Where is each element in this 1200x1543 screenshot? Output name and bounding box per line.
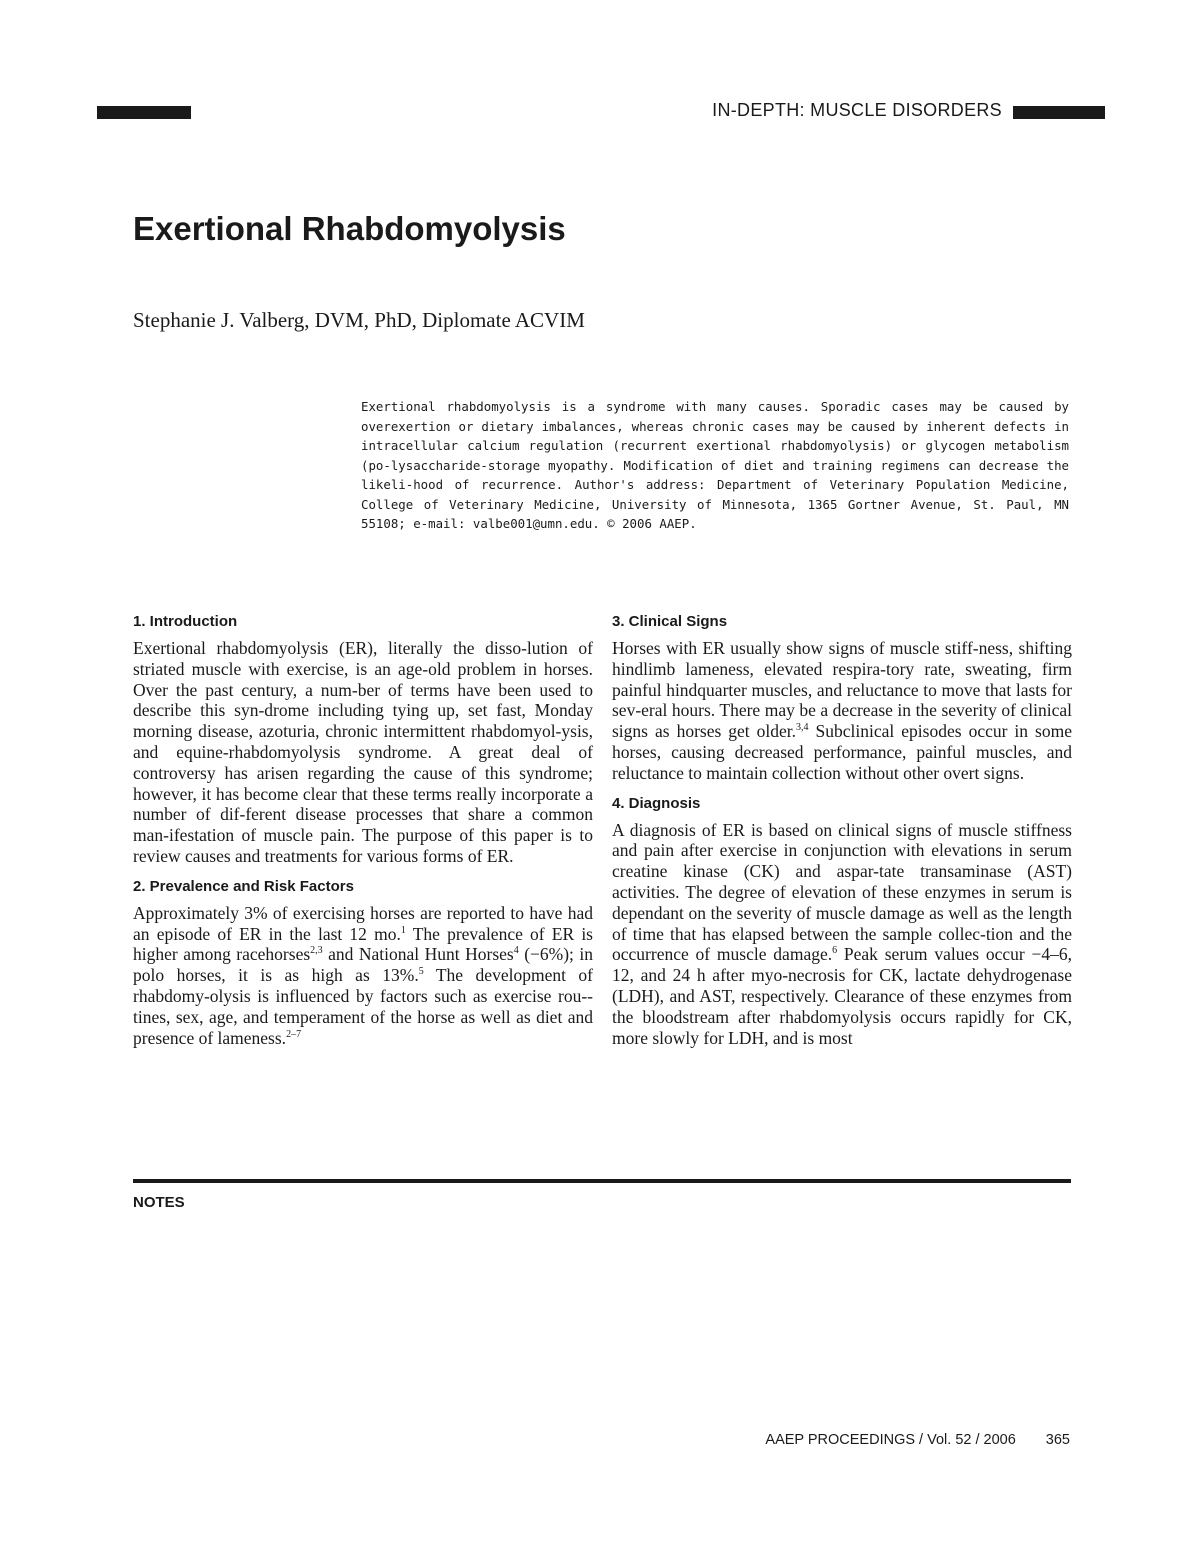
abstract: Exertional rhabdomyolysis is a syndrome with many causes. Sporadic cases may be caused by overexertion or dietary imbalances, whereas chronic cases may be caused by inherent defects in intracellular calcium regulation (recurrent exertional rhabdomyolysis) or glycogen metabolism (po-lysaccharide-storage myopathy. Modification of diet and training regimens can decrease the likeli-hood of recurrence. Author's address: Department of Veterinary Population Medicine, College of Veterinary Medicine, University of Minnesota, 1365 Gortner Avenue, St. Paul, MN 55108; e-mail: valbe001@umn.edu. © 2006 AAEP.	[361, 399, 1069, 531]
page-footer	[600, 1432, 1070, 1448]
reference-marker: 4	[513, 945, 519, 957]
author-line: Stephanie J. Valberg, DVM, PhD, Diplomate ACVIM	[133, 308, 585, 332]
page-number: 365	[1045, 1432, 1070, 1448]
reference-marker: 6	[832, 945, 838, 957]
running-head: IN-DEPTH: MUSCLE DISORDERS	[712, 100, 1002, 120]
reference-marker: 2,3	[310, 945, 323, 957]
section-heading-introduction: 1. Introduction	[133, 613, 238, 630]
reference-marker: 3,4	[796, 722, 809, 734]
notes-divider	[133, 1179, 1071, 1183]
reference-marker: 1	[400, 924, 406, 936]
right-column	[612, 612, 1072, 1058]
journal-citation: AAEP PROCEEDINGS / Vol. 52 / 2006	[765, 1432, 1016, 1448]
diagnosis-paragraph: A diagnosis of ER is based on clinical signs of muscle stiffness and pain after exercise in conjunction with elevations in serum creatine kinase (CK) and aspar-tate transaminase (AST) activities. The degree of elevation of these enzymes in serum is dependant on the severity of muscle damage as well as the length of time that has elapsed between the sample collec-tion and the occurrence of muscle damage.$^6$ Peak serum values occur −4–6, 12, and 24 h after myo-necrosis for CK, lactate dehydrogenase (LDH), and AST, respectively. Clearance of these enzymes from the bloodstream after rhabdomyolysis occurs rapidly for CK, more slowly for LDH, and is most	[612, 819, 1072, 1048]
section-heading-diagnosis: 4. Diagnosis	[612, 794, 701, 812]
introduction-paragraph: Exertional rhabdomyolysis (ER), literally the disso-lution of striated muscle with exercise, is an age-old problem in horses. Over the past century, a num-ber of terms have been used to describe this syn-drome including tying up, set fast, Monday morning disease, azoturia, chronic intermittent rhabdomyol-ysis, and equine-rhabdomyolysis syndrome. A great deal of controversy has arisen regarding the cause of this syndrome; however, it has become clear that these terms really incorporate a number of dif-ferent disease processes that share a common man-ifestation of muscle pain. The purpose of this paper is to review causes and treatments for various forms of ER.	[133, 638, 593, 866]
clinical-signs-paragraph: Horses with ER usually show signs of muscle stiff-ness, shifting hindlimb lameness, elevated respira-tory rate, sweating, firm painful hindquarter muscles, and reluctance to move that lasts for sev-eral hours. There may be a decrease in the severity of clinical signs as horses get older.$^{3,4}$ Subclinical episodes occur in some horses, causing decreased performance, painful muscles, and reluctance to maintain collection without other overt signs.	[612, 638, 1072, 783]
notes-label: NOTES	[133, 1194, 185, 1211]
paper-title: Exertional Rhabdomyolysis	[133, 210, 566, 247]
prevalence-paragraph: Approximately 3% of exercising horses are reported to have had an episode of ER in the last 12 mo.$^1$ The prevalence of ER is higher among racehorses$^{2,3}$ and National Hunt Horses$^4$ (−6%); in polo horses, it is as high as 13%.$^5$ The development of rhabdomy-olysis is influenced by factors such as exercise rou-tines, sex, age, and temperament of the horse as well as diet and presence of lameness.$^{2-7}$	[133, 902, 594, 1048]
left-column	[133, 612, 593, 1058]
reference-marker: 2–7	[286, 1028, 302, 1040]
section-heading-clinical-signs: 3. Clinical Signs	[612, 613, 728, 630]
header-bar-right	[1013, 106, 1105, 119]
reference-marker: 5	[418, 966, 424, 978]
header-bar-left	[97, 106, 191, 119]
section-heading-prevalence: 2. Prevalence and Risk Factors	[133, 877, 354, 895]
